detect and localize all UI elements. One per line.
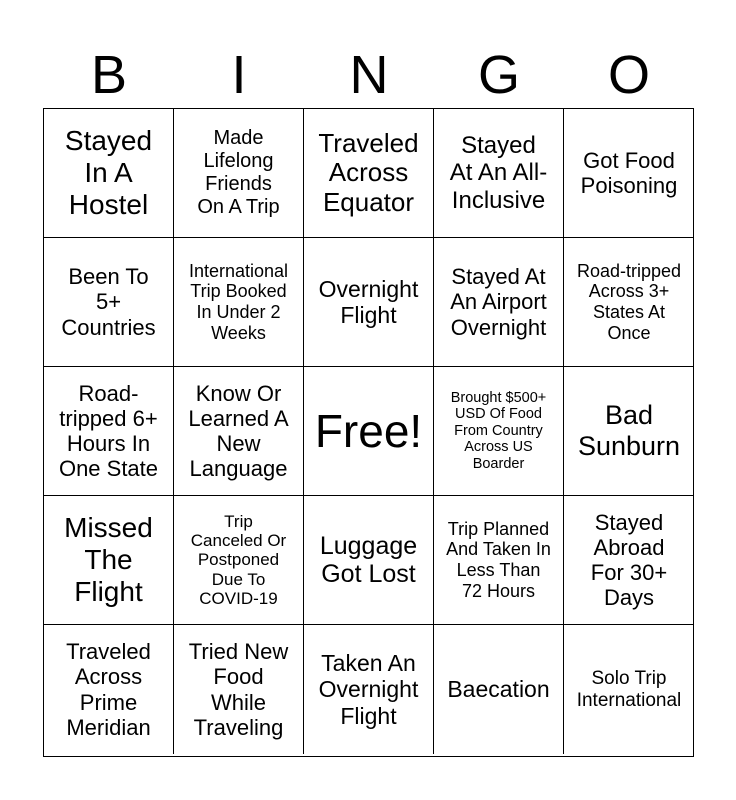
bingo-cell[interactable]: Trip Planned And Taken In Less Than 72 Hours bbox=[434, 496, 564, 625]
header-letter-o: O bbox=[607, 45, 650, 105]
header-letter-n: N bbox=[349, 45, 389, 105]
bingo-cell[interactable]: International Trip Booked In Under 2 Weeks bbox=[174, 238, 304, 367]
bingo-cell[interactable]: Stayed At An All- Inclusive bbox=[434, 109, 564, 238]
bingo-grid bbox=[43, 108, 694, 757]
bingo-cell[interactable]: Been To 5+ Countries bbox=[44, 238, 174, 367]
bingo-cell[interactable]: Stayed In A Hostel bbox=[44, 109, 174, 238]
bingo-cell[interactable]: Luggage Got Lost bbox=[304, 496, 434, 625]
bingo-cell[interactable]: Road-tripped Across 3+ States At Once bbox=[564, 238, 694, 367]
header-letter-i: I bbox=[231, 45, 247, 105]
bingo-cell[interactable]: Taken An Overnight Flight bbox=[304, 625, 434, 754]
bingo-cell[interactable]: Trip Canceled Or Postponed Due To COVID-19 bbox=[174, 496, 304, 625]
free-space[interactable]: Free! bbox=[304, 367, 434, 496]
bingo-cell[interactable]: Made Lifelong Friends On A Trip bbox=[174, 109, 304, 238]
bingo-cell[interactable]: Bad Sunburn bbox=[564, 367, 694, 496]
bingo-cell[interactable]: Know Or Learned A New Language bbox=[174, 367, 304, 496]
bingo-cell[interactable]: Solo Trip International bbox=[576, 667, 682, 711]
bingo-cell[interactable]: Traveled Across Prime Meridian bbox=[44, 625, 174, 754]
bingo-cell[interactable]: Got Food Poisoning bbox=[564, 109, 694, 238]
bingo-cell[interactable]: Road- tripped 6+ Hours In One State bbox=[44, 367, 174, 496]
bingo-cell[interactable]: Overnight Flight bbox=[304, 238, 434, 367]
bingo-cell[interactable]: Baecation bbox=[434, 625, 564, 754]
bingo-cell[interactable]: Traveled Across Equator bbox=[304, 109, 434, 238]
bingo-cell[interactable]: Missed The Flight bbox=[44, 496, 174, 625]
header-letter-g: G bbox=[477, 45, 520, 105]
bingo-cell[interactable]: Stayed At An Airport Overnight bbox=[434, 238, 564, 367]
bingo-header bbox=[44, 44, 694, 106]
header-letter-b: B bbox=[90, 45, 128, 105]
bingo-cell[interactable]: Stayed Abroad For 30+ Days bbox=[564, 496, 694, 625]
bingo-cell[interactable]: Brought $500+ USD Of Food From Country Across US Boarder bbox=[434, 367, 564, 496]
bingo-cell[interactable]: Tried New Food While Traveling bbox=[174, 625, 304, 754]
